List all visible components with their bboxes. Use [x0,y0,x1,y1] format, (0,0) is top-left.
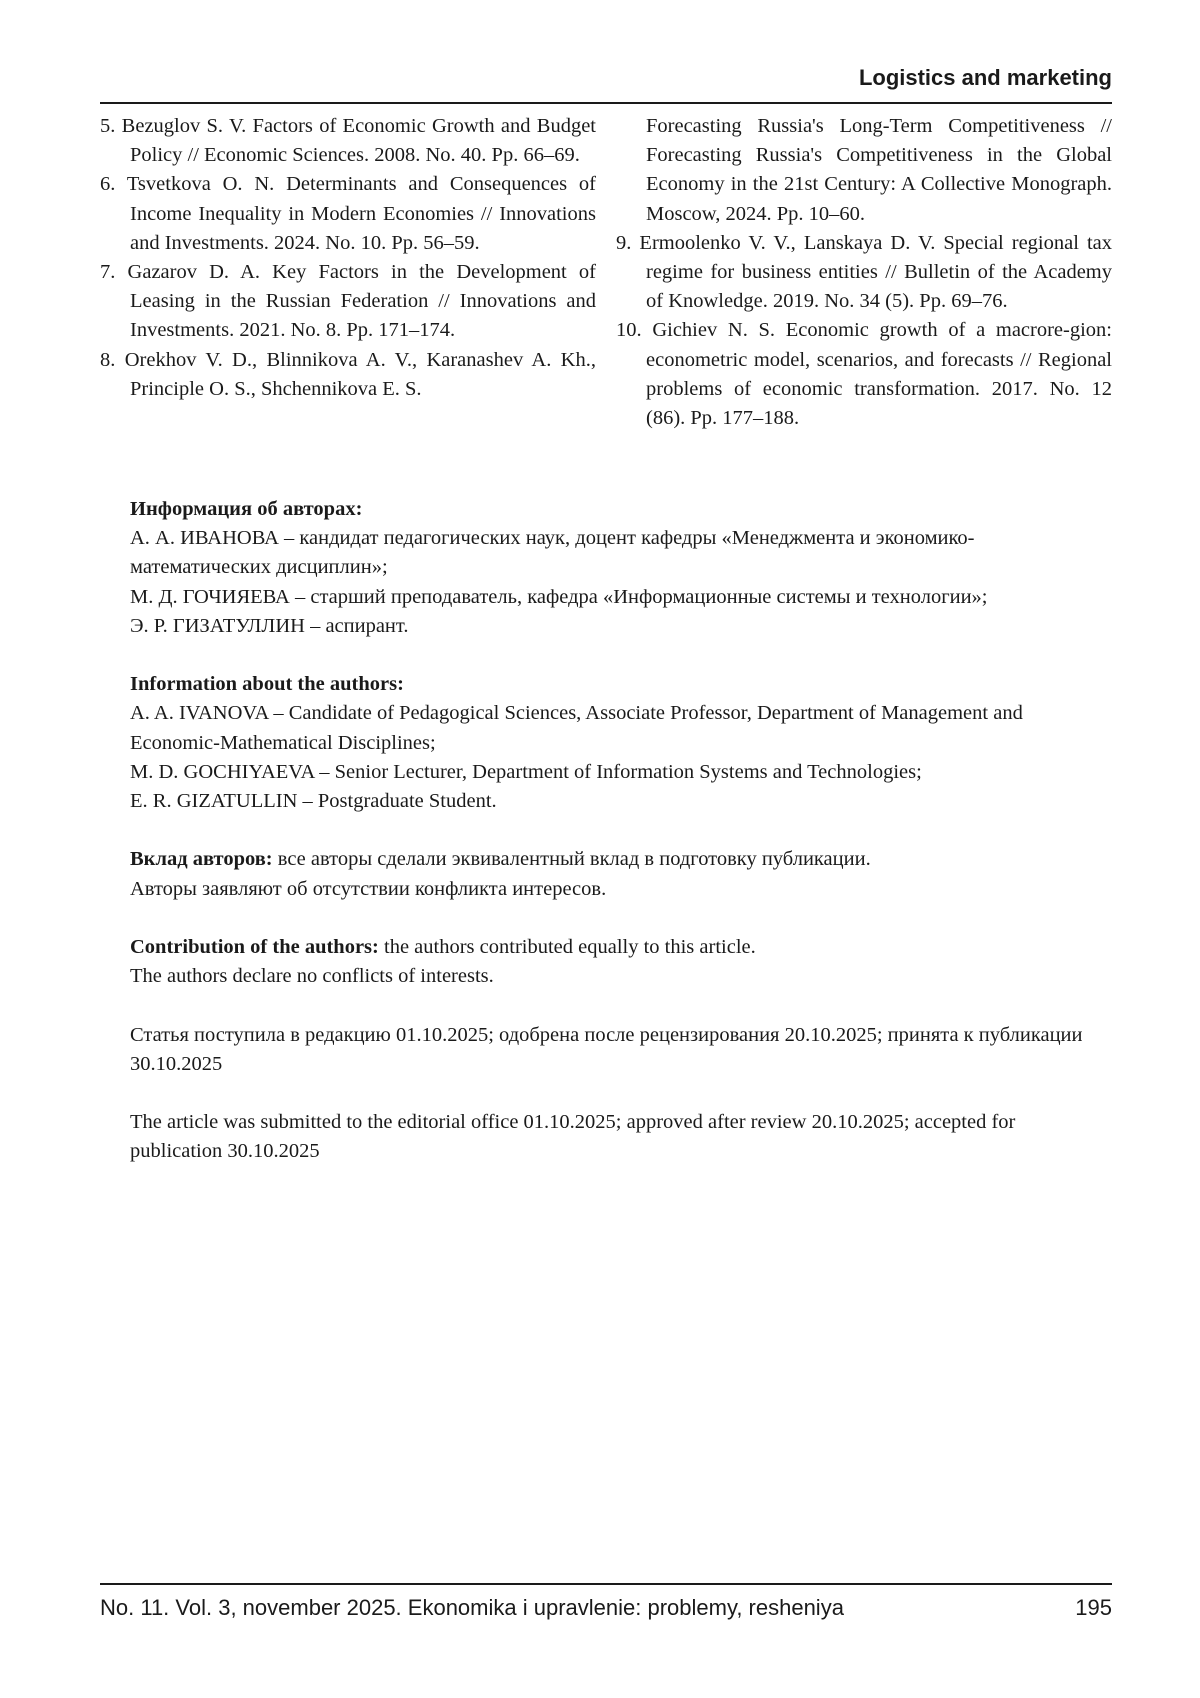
contribution-ru: Вклад авторов: все авторы сделали эквивалентный вклад в подготовку публикации. [130,848,871,871]
article-dates-ru: Статья поступила в редакцию 01.10.2025; одобрена после рецензирования 20.10.2025; принята к публикации 30.10.2025 [130,1023,1083,1075]
header-divider [100,102,1112,104]
conflict-ru: Авторы заявляют об отсутствии конфликта интересов. [130,877,607,900]
reference-item: 7. Gazarov D. A. Key Factors in the Development of Leasing in the Russian Federation // Innovations and Investments. 2021. No. 8. Pp. 171–174. [100,261,596,342]
reference-item: 9. Ermoolenko V. V., Lanskaya D. V. Special regional tax regime for business entities // Bulletin of the Academy of Knowledge. 2019. No. 34 (5). Pp. 69–76. [616,231,1112,313]
author-ru-line: М. Д. ГОЧИЯЕВА – старший преподаватель, кафедра «Информационные системы и технологии»; [130,585,988,608]
reference-item: 10. Gichiev N. S. Economic growth of a macrore-gion: econometric model, scenarios, and forecasts // Regional problems of economic transformation. 2017. No. 12 (86). Pp. 177–188. [616,319,1112,430]
author-ru-line: А. А. ИВАНОВА – кандидат педагогических наук, доцент кафедры «Менеджмента и экономико-математических дисциплин»; [130,527,975,579]
footer-divider [100,1583,1112,1585]
authors-en-heading: Information about the authors: [130,673,404,696]
article-dates-en: The article was submitted to the editorial office 01.10.2025; approved after review 20.10.2025; accepted for publication 30.10.2025 [130,1111,1016,1163]
spacer [130,991,1112,1020]
author-ru-line: Э. Р. ГИЗАТУЛЛИН – аспирант. [130,614,409,637]
page-number: 195 [1075,1595,1112,1620]
references-column-right [616,112,1112,433]
article-info [130,495,1112,1167]
contribution-en: Contribution of the authors: the authors contributed equally to this article. [130,936,756,958]
reference-item: 5. Bezuglov S. V. Factors of Economic Growth and Budget Policy // Economic Sciences. 2008. No. 40. Pp. 66–69. [100,115,596,167]
author-en-line: A. A. IVANOVA – Candidate of Pedagogical Sciences, Associate Professor, Department of Management and Economic-Mathematical Disciplines; [130,702,1023,754]
journal-footer: No. 11. Vol. 3, november 2025. Ekonomika i upravlenie: problemy, resheniya [100,1595,844,1620]
section-title: Logistics and marketing [858,65,1112,90]
references-column-left [100,112,596,404]
spacer [130,1079,1112,1108]
spacer [130,904,1112,933]
reference-item: 8. Orekhov V. D., Blinnikova A. V., Karanashev A. Kh., Principle O. S., Shchennikova E. S. [100,348,596,400]
conflict-en: The authors declare no conflicts of interests. [130,965,494,988]
authors-ru-heading: Информация об авторах: [130,498,363,520]
reference-item-continuation: Forecasting Russia's Long-Term Competitiveness // Forecasting Russia's Competitiveness in the Global Economy in the 21st Century: A Collective Monograph. Moscow, 2024. Pp. 10–60. [646,115,1112,225]
reference-item: 6. Tsvetkova O. N. Determinants and Consequences of Income Inequality in Modern Economies // Innovations and Investments. 2024. No. 10. Pp. 56–59. [100,173,596,254]
author-en-line: M. D. GOCHIYAEVA – Senior Lecturer, Department of Information Systems and Technologies; [130,760,922,783]
spacer [130,641,1112,670]
author-en-line: E. R. GIZATULLIN – Postgraduate Student. [130,790,497,813]
spacer [130,816,1112,845]
